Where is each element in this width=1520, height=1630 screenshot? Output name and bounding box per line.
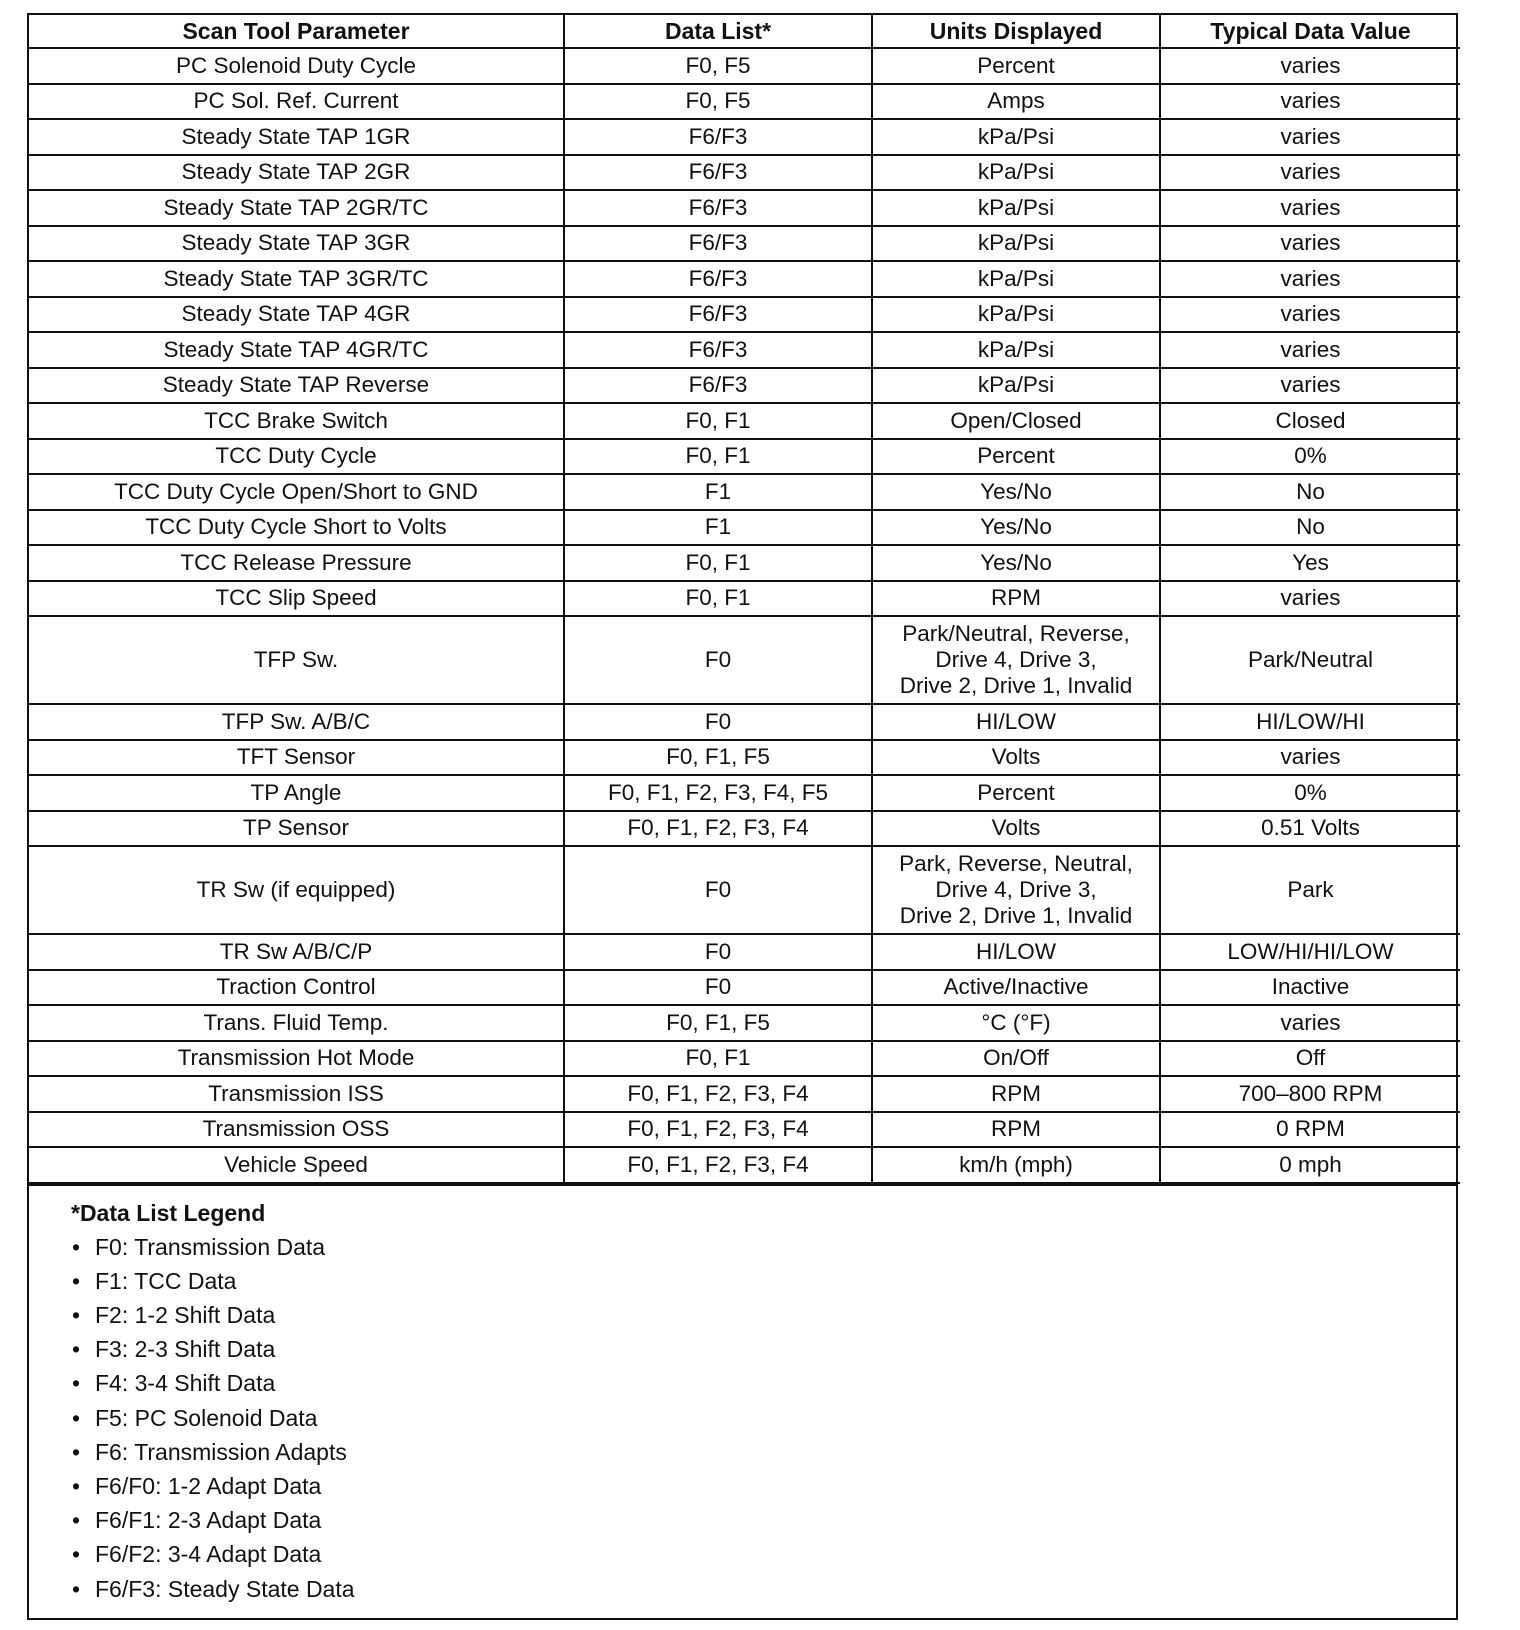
cell-typical-data-value: varies: [1160, 84, 1460, 120]
table-row: [29, 48, 1460, 84]
cell-scan-tool-parameter: Steady State TAP Reverse: [29, 368, 564, 404]
cell-typical-data-value: 0 RPM: [1160, 1112, 1460, 1148]
cell-data-list: F6/F3: [564, 261, 872, 297]
cell-units-displayed: Open/Closed: [872, 403, 1160, 439]
legend-item-text: F1: TCC Data: [95, 1267, 237, 1294]
bullet-icon: •: [72, 1404, 81, 1431]
cell-scan-tool-parameter: Steady State TAP 4GR: [29, 297, 564, 333]
legend-item-text: F6/F3: Steady State Data: [95, 1575, 355, 1602]
cell-scan-tool-parameter: TR Sw (if equipped): [29, 846, 564, 934]
units-line: Park, Reverse, Neutral,: [899, 851, 1133, 876]
cell-typical-data-value: 700–800 RPM: [1160, 1076, 1460, 1112]
cell-data-list: F0: [564, 704, 872, 740]
table-row: [29, 704, 1460, 740]
cell-units-displayed: kPa/Psi: [872, 332, 1160, 368]
legend-item-text: F6: Transmission Adapts: [95, 1438, 347, 1465]
cell-data-list: F0, F1, F5: [564, 1005, 872, 1041]
header-units-displayed: Units Displayed: [872, 15, 1160, 48]
cell-typical-data-value: No: [1160, 510, 1460, 546]
table-row: [29, 581, 1460, 617]
cell-units-displayed: Volts: [872, 811, 1160, 847]
cell-data-list: F0, F1: [564, 403, 872, 439]
legend-item: [71, 1503, 1456, 1537]
legend-item: [71, 1435, 1456, 1469]
table-row: [29, 368, 1460, 404]
units-line: Park/Neutral, Reverse,: [902, 621, 1130, 646]
cell-data-list: F0, F5: [564, 84, 872, 120]
legend-item-text: F6/F1: 2-3 Adapt Data: [95, 1507, 322, 1534]
cell-typical-data-value: varies: [1160, 297, 1460, 333]
cell-data-list: F0, F1, F2, F3, F4, F5: [564, 775, 872, 811]
cell-units-displayed: [872, 616, 1160, 704]
cell-scan-tool-parameter: PC Sol. Ref. Current: [29, 84, 564, 120]
cell-typical-data-value: varies: [1160, 190, 1460, 226]
table-row: [29, 297, 1460, 333]
legend-item-text: F3: 2-3 Shift Data: [95, 1336, 276, 1363]
legend-item: [71, 1537, 1456, 1571]
cell-data-list: F1: [564, 510, 872, 546]
cell-units-displayed: kPa/Psi: [872, 368, 1160, 404]
cell-typical-data-value: Park: [1160, 846, 1460, 934]
legend-item: [71, 1332, 1456, 1366]
legend-item: [71, 1298, 1456, 1332]
legend-item: [71, 1366, 1456, 1400]
cell-typical-data-value: 0 mph: [1160, 1147, 1460, 1183]
table-row: [29, 1112, 1460, 1148]
cell-scan-tool-parameter: Steady State TAP 3GR: [29, 226, 564, 262]
bullet-icon: •: [72, 1370, 81, 1397]
units-line: Drive 4, Drive 3,: [935, 647, 1097, 672]
cell-scan-tool-parameter: TCC Release Pressure: [29, 545, 564, 581]
cell-typical-data-value: Yes: [1160, 545, 1460, 581]
cell-typical-data-value: varies: [1160, 332, 1460, 368]
cell-units-displayed: RPM: [872, 581, 1160, 617]
cell-typical-data-value: varies: [1160, 368, 1460, 404]
table-header-row: [29, 15, 1460, 48]
table-row: [29, 545, 1460, 581]
cell-data-list: F0: [564, 846, 872, 934]
cell-data-list: F0, F1: [564, 581, 872, 617]
cell-data-list: F0, F1, F2, F3, F4: [564, 1147, 872, 1183]
cell-scan-tool-parameter: Steady State TAP 2GR: [29, 155, 564, 191]
cell-typical-data-value: varies: [1160, 155, 1460, 191]
legend-item-text: F6/F2: 3-4 Adapt Data: [95, 1541, 322, 1568]
cell-units-displayed: kPa/Psi: [872, 261, 1160, 297]
bullet-icon: •: [72, 1233, 81, 1260]
bullet-icon: •: [72, 1267, 81, 1294]
cell-typical-data-value: varies: [1160, 581, 1460, 617]
header-typical-data-value: Typical Data Value: [1160, 15, 1460, 48]
cell-scan-tool-parameter: Steady State TAP 2GR/TC: [29, 190, 564, 226]
cell-typical-data-value: varies: [1160, 119, 1460, 155]
cell-units-displayed: Percent: [872, 439, 1160, 475]
cell-data-list: F6/F3: [564, 155, 872, 191]
table-row: [29, 970, 1460, 1006]
cell-data-list: F6/F3: [564, 332, 872, 368]
table-row: [29, 439, 1460, 475]
cell-typical-data-value: varies: [1160, 48, 1460, 84]
cell-units-displayed: kPa/Psi: [872, 190, 1160, 226]
cell-typical-data-value: varies: [1160, 1005, 1460, 1041]
cell-typical-data-value: varies: [1160, 740, 1460, 776]
cell-units-displayed: kPa/Psi: [872, 226, 1160, 262]
cell-units-displayed: RPM: [872, 1076, 1160, 1112]
cell-scan-tool-parameter: TFP Sw.: [29, 616, 564, 704]
table-row: [29, 740, 1460, 776]
header-data-list: Data List*: [564, 15, 872, 48]
cell-scan-tool-parameter: TR Sw A/B/C/P: [29, 934, 564, 970]
cell-units-displayed: Yes/No: [872, 474, 1160, 510]
cell-units-displayed: °C (°F): [872, 1005, 1160, 1041]
cell-data-list: F6/F3: [564, 368, 872, 404]
cell-data-list: F0, F1, F5: [564, 740, 872, 776]
cell-units-displayed: Percent: [872, 775, 1160, 811]
legend-item: [71, 1264, 1456, 1298]
table-row: [29, 84, 1460, 120]
table-row: [29, 474, 1460, 510]
table-row: [29, 190, 1460, 226]
cell-data-list: F0, F1: [564, 1041, 872, 1077]
cell-units-displayed: [872, 846, 1160, 934]
bullet-icon: •: [72, 1575, 81, 1602]
cell-scan-tool-parameter: TCC Slip Speed: [29, 581, 564, 617]
cell-units-displayed: RPM: [872, 1112, 1160, 1148]
bullet-icon: •: [72, 1301, 81, 1328]
table-row: [29, 846, 1460, 934]
cell-scan-tool-parameter: TCC Brake Switch: [29, 403, 564, 439]
cell-units-displayed: kPa/Psi: [872, 119, 1160, 155]
cell-data-list: F1: [564, 474, 872, 510]
cell-data-list: F0: [564, 970, 872, 1006]
cell-typical-data-value: LOW/HI/HI/LOW: [1160, 934, 1460, 970]
legend-item-text: F4: 3-4 Shift Data: [95, 1370, 276, 1397]
cell-scan-tool-parameter: Transmission OSS: [29, 1112, 564, 1148]
scan-tool-data-table: [29, 15, 1460, 1184]
table-row: [29, 1041, 1460, 1077]
cell-data-list: F6/F3: [564, 297, 872, 333]
cell-scan-tool-parameter: Steady State TAP 1GR: [29, 119, 564, 155]
legend-item-text: F6/F0: 1-2 Adapt Data: [95, 1472, 322, 1499]
cell-typical-data-value: Park/Neutral: [1160, 616, 1460, 704]
cell-scan-tool-parameter: TCC Duty Cycle Short to Volts: [29, 510, 564, 546]
cell-scan-tool-parameter: Traction Control: [29, 970, 564, 1006]
cell-data-list: F0, F1, F2, F3, F4: [564, 1112, 872, 1148]
cell-scan-tool-parameter: Transmission Hot Mode: [29, 1041, 564, 1077]
legend-item-text: F5: PC Solenoid Data: [95, 1404, 318, 1431]
table-row: [29, 155, 1460, 191]
scan-tool-data-document: [27, 13, 1458, 1620]
cell-scan-tool-parameter: TCC Duty Cycle Open/Short to GND: [29, 474, 564, 510]
table-row: [29, 616, 1460, 704]
cell-scan-tool-parameter: TP Sensor: [29, 811, 564, 847]
table-row: [29, 1147, 1460, 1183]
cell-data-list: F6/F3: [564, 119, 872, 155]
legend-title: *Data List Legend: [71, 1199, 266, 1226]
units-line: Drive 2, Drive 1, Invalid: [899, 903, 1133, 928]
cell-units-displayed: kPa/Psi: [872, 297, 1160, 333]
table-row: [29, 332, 1460, 368]
cell-scan-tool-parameter: Transmission ISS: [29, 1076, 564, 1112]
cell-typical-data-value: 0%: [1160, 439, 1460, 475]
cell-scan-tool-parameter: TFP Sw. A/B/C: [29, 704, 564, 740]
legend-item-text: F0: Transmission Data: [95, 1233, 326, 1260]
units-line: Drive 4, Drive 3,: [935, 877, 1097, 902]
bullet-icon: •: [72, 1438, 81, 1465]
cell-scan-tool-parameter: Steady State TAP 3GR/TC: [29, 261, 564, 297]
table-row: [29, 775, 1460, 811]
legend-item: [71, 1572, 1456, 1606]
bullet-icon: •: [72, 1541, 81, 1568]
cell-typical-data-value: No: [1160, 474, 1460, 510]
cell-scan-tool-parameter: TCC Duty Cycle: [29, 439, 564, 475]
table-body: [29, 48, 1460, 1183]
cell-data-list: F6/F3: [564, 226, 872, 262]
legend-list: [71, 1230, 1456, 1606]
bullet-icon: •: [72, 1472, 81, 1499]
cell-typical-data-value: 0%: [1160, 775, 1460, 811]
cell-typical-data-value: HI/LOW/HI: [1160, 704, 1460, 740]
table-row: [29, 934, 1460, 970]
cell-typical-data-value: Inactive: [1160, 970, 1460, 1006]
cell-units-displayed: Amps: [872, 84, 1160, 120]
cell-units-displayed: Active/Inactive: [872, 970, 1160, 1006]
table-row: [29, 261, 1460, 297]
table-row: [29, 119, 1460, 155]
cell-data-list: F6/F3: [564, 190, 872, 226]
table-row: [29, 811, 1460, 847]
legend-item: [71, 1401, 1456, 1435]
cell-data-list: F0: [564, 934, 872, 970]
cell-scan-tool-parameter: TFT Sensor: [29, 740, 564, 776]
data-list-legend: [29, 1184, 1456, 1618]
legend-item-text: F2: 1-2 Shift Data: [95, 1301, 276, 1328]
table-row: [29, 1005, 1460, 1041]
table-row: [29, 1076, 1460, 1112]
cell-data-list: F0, F1: [564, 545, 872, 581]
cell-units-displayed: Percent: [872, 48, 1160, 84]
cell-units-displayed: Yes/No: [872, 510, 1160, 546]
table-row: [29, 403, 1460, 439]
legend-item: [71, 1469, 1456, 1503]
cell-typical-data-value: varies: [1160, 261, 1460, 297]
cell-units-displayed: HI/LOW: [872, 934, 1160, 970]
bullet-icon: •: [72, 1507, 81, 1534]
cell-typical-data-value: 0.51 Volts: [1160, 811, 1460, 847]
cell-typical-data-value: Off: [1160, 1041, 1460, 1077]
cell-scan-tool-parameter: Trans. Fluid Temp.: [29, 1005, 564, 1041]
cell-scan-tool-parameter: PC Solenoid Duty Cycle: [29, 48, 564, 84]
bullet-icon: •: [72, 1336, 81, 1363]
cell-data-list: F0, F1: [564, 439, 872, 475]
cell-units-displayed: Volts: [872, 740, 1160, 776]
header-scan-tool-parameter: Scan Tool Parameter: [29, 15, 564, 48]
table-row: [29, 226, 1460, 262]
units-line: Drive 2, Drive 1, Invalid: [899, 673, 1133, 698]
cell-units-displayed: km/h (mph): [872, 1147, 1160, 1183]
cell-typical-data-value: Closed: [1160, 403, 1460, 439]
cell-scan-tool-parameter: TP Angle: [29, 775, 564, 811]
cell-data-list: F0, F1, F2, F3, F4: [564, 811, 872, 847]
cell-scan-tool-parameter: Vehicle Speed: [29, 1147, 564, 1183]
cell-units-displayed: kPa/Psi: [872, 155, 1160, 191]
cell-units-displayed: On/Off: [872, 1041, 1160, 1077]
cell-scan-tool-parameter: Steady State TAP 4GR/TC: [29, 332, 564, 368]
legend-item: [71, 1230, 1456, 1264]
cell-units-displayed: HI/LOW: [872, 704, 1160, 740]
cell-units-displayed: Yes/No: [872, 545, 1160, 581]
cell-data-list: F0, F1, F2, F3, F4: [564, 1076, 872, 1112]
cell-data-list: F0: [564, 616, 872, 704]
cell-data-list: F0, F5: [564, 48, 872, 84]
cell-typical-data-value: varies: [1160, 226, 1460, 262]
table-row: [29, 510, 1460, 546]
